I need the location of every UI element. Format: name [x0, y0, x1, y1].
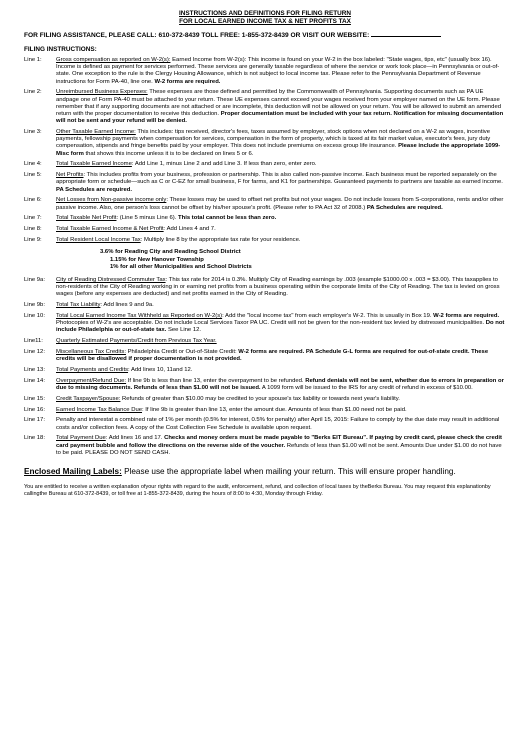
instruction-line [24, 313, 506, 335]
line-text: Refunds of greater than $10.00 may be credited to your spouse's tax liability or towards next year's liability. [120, 395, 400, 402]
website-blank [371, 30, 441, 37]
line-text: These expenses are those defined and permitted by the Commonwealth of Pennsylvania. Supporting documents such as PA UE andpage one of Form PA-40 must be attached to your return. These UE expenses cannot exceed your wages received from your employer named on the UE form. Please remember that if any supporting documents are not attached or are incomplete, this deduction will not be allowed on your return. You will be allowed to submit an amended return with the proper documentation to receive this deduction. [56, 89, 502, 117]
line-bold-text-2: Do not include Philadelphia or out-of-state tax. [56, 320, 505, 334]
line-label: Line 10: [24, 312, 45, 319]
instruction-line [24, 396, 506, 403]
instruction-line [24, 172, 506, 194]
instruction-line [24, 215, 506, 222]
instruction-line [24, 129, 506, 158]
line-label: Line 8: [24, 226, 42, 233]
line-label: Line 13: [24, 366, 45, 373]
line-label: Line 12: [24, 348, 45, 355]
line-label: Line 16: [24, 406, 45, 413]
line-text: : These losses may be used to offset net profits but not your wages. Do not include losses from S-corporations, rents and/or other passive income. Also, one person's loss cannot be offset by his/her spouse's profit. (Please refer to PA Act 32 of 2008.) [56, 197, 504, 211]
line-text: : (Line 5 minus Line 6). [116, 215, 179, 222]
instruction-line [24, 237, 506, 244]
instruction-line [24, 226, 506, 233]
rate-reading: 3.6% for Reading City and Reading School District [100, 249, 241, 256]
line-bold-text: Refund denials will not be sent, whether due to errors in preparation or due to missing documents. Refunds of less than $1.00 will not be issued. [56, 377, 504, 391]
instruction-line [24, 338, 506, 345]
instruction-lines-continued [24, 277, 506, 457]
line-tail-text: that shows this income unless it is to be declared on lines 5 or 6. [83, 150, 254, 157]
line-text: : If line 9b is greater than line 13, enter the amount due. Amounts of less than $1.00 need not be paid. [142, 406, 407, 413]
line-heading: Unreimbursed Business Expenses: [56, 89, 148, 96]
line-heading: Total Taxable Earned Income & Net Profit [56, 226, 164, 233]
mailing-heading: Enclosed Mailing Labels: [24, 466, 122, 476]
line-label: Line 9: [24, 237, 42, 243]
instruction-line [24, 197, 506, 211]
instruction-line [24, 435, 506, 457]
filing-assistance [24, 30, 506, 40]
instruction-lines [24, 57, 506, 244]
line-text: Penalty and interestat a combined rate of 1% per month (0.5% for interest, 0.5% for penalty) after April 15, 2015: Failure to comply by the due date may result in additional costs and/or collection fees. A copy of the Cost Collection Fee Schedule is available upon request. [56, 417, 500, 431]
line-text: : Add lines 16 and 17. [105, 435, 165, 442]
line-label: Line11: [24, 338, 43, 345]
instruction-line [24, 57, 506, 86]
line-heading: Net Profits [56, 172, 84, 179]
line-text: : Add lines 9 and 9a. [100, 302, 154, 309]
instruction-line [24, 367, 506, 374]
line-heading: Total Local Earned Income Tax Withheld as Reported on W-2(s) [56, 312, 223, 319]
instruction-line [24, 302, 506, 309]
line-label: Line 9a: [24, 276, 45, 283]
line-label: Line 17: [24, 417, 45, 424]
line-bold-text: PA Schedules are required. [366, 204, 443, 211]
line-label: Line 15: [24, 395, 45, 402]
line-text: Philadelphia Credit or Out-of-State Credit: [125, 348, 239, 355]
line-text: : This tax rate for 2014 is 0.3%. Multiply City of Reading earnings by .003 (example $1000.00 x .003 = $3.00). This taxapplies to non-residents of the City of Reading working in or earning net profits from a business operating within the corporate limits of the City of Reading. The tax is levied on gross wages (before any expenses are deducted) and net profits earned in the City of Reading. [56, 276, 500, 298]
line-tail-text: Photocopies of W-2's are acceptable. Do not include Local Services Taxor PA UC. Credit will not be given for the non-resident tax levied by distressed municipalities. [56, 320, 486, 327]
line-text: : Multiply line 8 by the appropriate tax rate for your residence. [140, 237, 301, 243]
assistance-text: FOR FILING ASSISTANCE, PLEASE CALL: 610-372-8439 TOLL FREE: 1-855-372-8439 OR VISIT OUR WEBSITE: [24, 32, 370, 40]
line-heading: Total Resident Local Income Tax [56, 237, 141, 243]
line-heading: Total Payments and Credits [56, 366, 129, 373]
instruction-line [24, 161, 506, 168]
instruction-line [24, 277, 506, 299]
rate-other: 1% for all other Municipalities and School Districts [110, 264, 252, 271]
line-label: Line 3: [24, 129, 42, 135]
line-text: : Add Line 1, minus Line 2 and add Line 3. If less than zero, enter zero. [131, 161, 317, 168]
instruction-line [24, 349, 506, 363]
rate-new-hanover: 1.15% for New Hanover Township [110, 256, 204, 263]
line-bold-text: Please include the appropriate 1099-Misc form [56, 143, 501, 157]
line-heading: Total Tax Liability [56, 302, 101, 309]
line-heading: Total Taxable Earned Income [56, 161, 132, 168]
line-text: : Add lines 10, 11and 12. [128, 366, 193, 373]
mailing-text: Please use the appropriate label when mailing your return. This will ensure proper handling. [121, 466, 456, 476]
line-label: Line 4: [24, 161, 42, 168]
line-label: Line 14: [24, 377, 45, 384]
line-label: Line 6: [24, 197, 42, 204]
line-label: Line 1: [24, 56, 42, 63]
line-text: Earned Income from W-2(s): This income is found on your W-2 in the box labeled: "State wages, tips, etc" (usually box 16). Income is defined as payment for services performed. These services are generally taxable regardless of where the service or work took place—in Pennsylvania or out-of-state. One exception to the rule is the Clergy Housing Allowance, which is not subject to local income tax. Please refer to the Pennsylvania Department of Revenue instructions for Form PA-40, line one. [56, 56, 500, 85]
line-bold-text: PA Schedules are required. [56, 186, 132, 193]
line-bold-text: This total cannot be less than zero. [178, 215, 277, 222]
line-heading: Credit Taxpayer/Spouse: [56, 395, 121, 402]
line-bold-text: W-2 forms are required. [154, 78, 221, 85]
line-heading: Total Taxable Net Profit [56, 215, 117, 222]
line-heading: Miscellaneous Tax Credits: [56, 348, 126, 355]
document-title [24, 10, 506, 25]
line-label: Line 2: [24, 89, 42, 96]
line-label: Line 7: [24, 215, 42, 222]
line-bold-text: Proper documentation must be included with your tax return. Notification for missing documentation will not be sent and your refund will be denied. [56, 111, 504, 125]
instruction-line [24, 407, 506, 414]
line-text: : Add the "local income tax" from each employer's W-2. This is usually in Box 19. [222, 312, 434, 319]
line-bold-text: W-2 forms are required. PA Schedule G-L forms are required for out-of-state credit. These credits will be disallowed if proper documentation is not provided. [56, 348, 489, 363]
line-bold-text: W-2 forms are required. [433, 312, 500, 319]
instruction-line [24, 378, 506, 392]
line-bold-text: Checks and money orders must be made payable to "Berks EIT Bureau". If paying by credit card, please check the credit card payment bubble and follow the directions on the reverse side of the voucher. [56, 435, 502, 449]
line-heading: Quarterly Estimated Payments/Credit from Previous Tax Year. [56, 338, 217, 345]
line-heading: Overpayment/Refund Due: [56, 377, 127, 384]
line-heading: Earned Income Tax Balance Due [56, 406, 143, 413]
line-label: Line 9b: [24, 302, 45, 309]
filing-instructions-heading: FILING INSTRUCTIONS: [24, 46, 97, 54]
title-line-1: INSTRUCTIONS AND DEFINITIONS FOR FILING RETURN [179, 10, 351, 17]
line-label: Line 18: [24, 435, 45, 442]
line-text: If line 9b is less than line 13, enter the overpayment to be refunded. [126, 377, 306, 384]
line-heading: Other Taxable Earned Income: [56, 129, 136, 135]
line-label: Line 5: [24, 172, 42, 179]
line-heading: Net Losses from Non-passive income only [56, 197, 167, 204]
line-text: : Add Lines 4 and 7. [163, 226, 216, 233]
instruction-line [24, 89, 506, 125]
line-heading: Total Payment Due [56, 435, 106, 442]
tax-rates [100, 249, 506, 272]
line-heading: Gross compensation as reported on W-2(s): [56, 56, 171, 63]
mailing-labels [24, 467, 506, 477]
taxpayer-rights-note: You are entitled to receive a written explanation ofyour rights with regard to the audit, enforcement, refund, and collection of local taxes by theBerks Bureau. You may request this explanationby callingthe Bureau at 610-372-8439, or toll free at 1-855-372-8439, during the hours of 8:00 to 4:30, Monday through Friday. [24, 483, 491, 497]
line-tail-text: Refunds of less than $1.00 will not be sent. Amounts Due under $1.00 do not have to be paid. PLEASE DO NOT SEND CASH. [56, 442, 502, 456]
line-text: : This includes profits from your business, profession or partnership. This is also called non-passive income. Each business must be reported separately on the appropriate form or schedule—such as C or C-EZ for small business, F for farms, and K1 for partnerships. Guaranteed payments to partners are taxable as earned income. [56, 172, 503, 186]
line-tail-text: A 1099 form will be issued to the IRS for any credit of refund in excess of $10.00. [260, 384, 473, 391]
line-tail-text-2: See Line 12. [166, 327, 202, 334]
line-heading: City of Reading Distressed Commuter Tax [56, 276, 166, 283]
line-text: This includes: tips received, director's fees, taxes assumed by employer, stock options when not declared on a W-2 as wages, incentive payments, fellowship payments when compensation for services, compensation in the form of property, which is taxed at its fair market value, executor's fees, jury duty compensation, stipends and fringe benefits paid by your employer. This does not include premiums on excess group life insurance. [56, 129, 491, 150]
title-line-2: FOR LOCAL EARNED INCOME TAX & NET PROFITS TAX [179, 17, 351, 25]
instruction-line [24, 417, 506, 431]
